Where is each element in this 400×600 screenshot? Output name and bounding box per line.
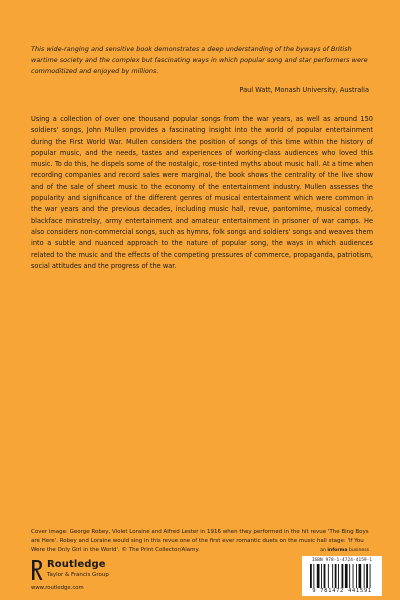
isbn-text: ISBN 978-1-4724-4159-1	[311, 558, 373, 563]
informa-prefix: an	[320, 548, 326, 553]
informa-suffix: business	[348, 548, 369, 553]
barcode-digits: 9 781472 441591	[312, 588, 372, 594]
publisher-group: Taylor & Francis Group	[47, 572, 109, 578]
barcode-box	[302, 556, 382, 596]
quote-attribution: Paul Watt, Monash University, Australia	[239, 86, 369, 94]
routledge-logo-icon	[31, 559, 44, 581]
informa-business-label	[320, 548, 369, 553]
publisher-name: Routledge	[47, 559, 106, 570]
publisher-website[interactable]: www.routledge.com	[31, 585, 84, 591]
informa-brand: informa	[327, 548, 348, 553]
cover-image-credit: Cover image: George Robey, Violet Loraine and Alfred Lester in 1916 when they performed in the hit revue 'The Bing Boys are Here'. Robey and Loraine would sing in this revue one of the first ever romantic duets on the music hall stage: 'If You Were the Only Girl in the World'. © The Print Collector/Alamy.	[31, 529, 369, 554]
book-description: Using a collection of over one thousand popular songs from the war years, as well as around 150 soldiers' songs, John Mullen provides a fascinating insight into the world of popular entertainment during the First World War. Mullen considers the position of songs of this time within the history of popular music, and the needs, tastes and experiences of working-class audiences who loved this music. To do this, he dispels some of the nostalgic, rose-tinted myths about music hall. At a time when recording companies and record sales were marginal, the book shows the centrality of the live show and of the sale of sheet music to the economy of the entertainment industry. Mullen assesses the popularity and significance of the different genres of musical entertainment which were common in the war years and the previous decades, including music hall, revue, pantomime, musical comedy, blackface minstrelsy, army entertainment and amateur entertainment in prisoner of war camps. He also considers non-commercial songs, such as hymns, folk songs and soldiers' songs and weaves them into a subtle and nuanced approach to the nature of popular song, the ways in which audiences related to the music and the effects of the competing pressures of commerce, propaganda, patriotism, social attitudes and the progress of the war.	[31, 115, 373, 270]
review-quote: This wide-ranging and sensitive book demonstrates a deep understanding of the byways of British wartime society and the complex but fascinating ways in which popular song and star performers were commoditized and enjoyed by millions.	[31, 45, 368, 76]
barcode-icon	[310, 564, 374, 588]
